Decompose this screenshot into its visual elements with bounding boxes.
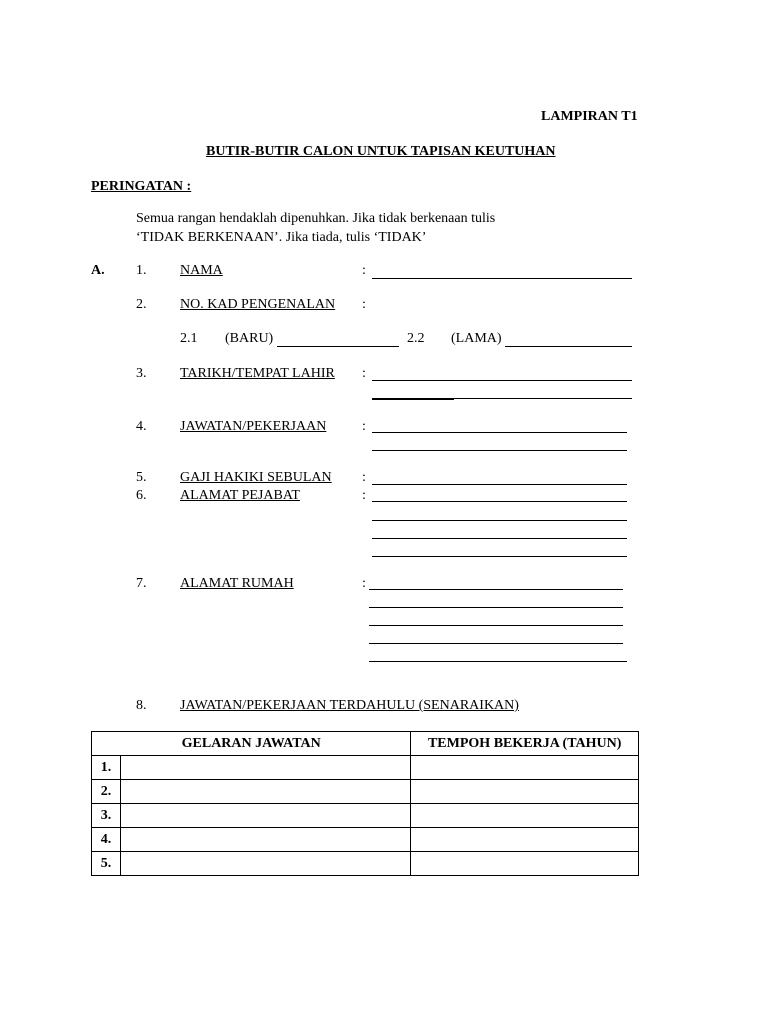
- item-1-label: NAMA: [180, 263, 223, 278]
- birth-field-line-2a[interactable]: [372, 398, 454, 400]
- item-6-label: ALAMAT PEJABAT: [180, 488, 300, 503]
- item-4-colon: :: [362, 419, 366, 434]
- duration-cell[interactable]: [411, 804, 639, 828]
- item-6-number: 6.: [136, 488, 147, 503]
- home-address-line-2[interactable]: [369, 607, 623, 608]
- ic-new-label: (BARU): [225, 331, 274, 346]
- ic-old-label: (LAMA): [451, 331, 502, 346]
- form-title: BUTIR-BUTIR CALON UNTUK TAPISAN KEUTUHAN: [206, 144, 556, 159]
- item-5-colon: :: [362, 470, 366, 485]
- item-1-colon: :: [362, 263, 366, 278]
- office-address-line-3[interactable]: [372, 538, 627, 539]
- item-4-label: JAWATAN/PEKERJAAN: [180, 419, 327, 434]
- item-2-label: NO. KAD PENGENALAN: [180, 297, 336, 312]
- salary-field[interactable]: [372, 484, 627, 485]
- item-6-colon: :: [362, 488, 366, 503]
- item-2-number: 2.: [136, 297, 147, 312]
- office-address-line-1[interactable]: [372, 501, 627, 502]
- row-number: 5.: [92, 852, 121, 876]
- item-8-number: 8.: [136, 698, 147, 713]
- row-number: 2.: [92, 780, 121, 804]
- table-row: [92, 828, 639, 852]
- ic-new-field[interactable]: [277, 346, 399, 347]
- item-4-number: 4.: [136, 419, 147, 434]
- warning-label: PERINGATAN :: [91, 179, 192, 194]
- job-title-cell[interactable]: [121, 804, 411, 828]
- column-header-title: GELARAN JAWATAN: [92, 732, 411, 756]
- item-5-label: GAJI HAKIKI SEBULAN: [180, 470, 332, 485]
- birth-field-line-1[interactable]: [372, 380, 632, 381]
- table-row: [92, 780, 639, 804]
- birth-field-line-2b[interactable]: [454, 398, 632, 399]
- job-title-cell[interactable]: [121, 852, 411, 876]
- duration-cell[interactable]: [411, 828, 639, 852]
- warning-line-2: ‘TIDAK BERKENAAN’. Jika tiada, tulis ‘TIDAK’: [136, 230, 427, 245]
- job-title-cell[interactable]: [121, 780, 411, 804]
- office-address-line-2[interactable]: [372, 520, 627, 521]
- occupation-field-line-1[interactable]: [372, 432, 627, 433]
- item-7-colon: :: [362, 576, 366, 591]
- table-header-row: [92, 732, 639, 756]
- item-7-label: ALAMAT RUMAH: [180, 576, 294, 591]
- item-2-colon: :: [362, 297, 366, 312]
- occupation-field-line-2[interactable]: [372, 450, 627, 451]
- item-5-number: 5.: [136, 470, 147, 485]
- section-label: A.: [91, 263, 105, 278]
- home-address-line-5[interactable]: [369, 661, 627, 662]
- office-address-line-4[interactable]: [372, 556, 627, 557]
- item-7-number: 7.: [136, 576, 147, 591]
- item-3-number: 3.: [136, 366, 147, 381]
- table-row: [92, 804, 639, 828]
- home-address-line-3[interactable]: [369, 625, 623, 626]
- column-header-duration: TEMPOH BEKERJA (TAHUN): [411, 732, 639, 756]
- item-3-colon: :: [362, 366, 366, 381]
- name-field[interactable]: [372, 278, 632, 279]
- table-row: [92, 756, 639, 780]
- duration-cell[interactable]: [411, 756, 639, 780]
- ic-new-number: 2.1: [180, 331, 198, 346]
- item-8-label: JAWATAN/PEKERJAAN TERDAHULU (SENARAIKAN): [180, 698, 519, 713]
- ic-old-field[interactable]: [505, 346, 632, 347]
- appendix-label: LAMPIRAN T1: [541, 109, 638, 124]
- home-address-line-1[interactable]: [369, 589, 623, 590]
- ic-old-number: 2.2: [407, 331, 425, 346]
- row-number: 1.: [92, 756, 121, 780]
- job-title-cell[interactable]: [121, 828, 411, 852]
- row-number: 3.: [92, 804, 121, 828]
- item-1-number: 1.: [136, 263, 147, 278]
- duration-cell[interactable]: [411, 780, 639, 804]
- home-address-line-4[interactable]: [369, 643, 623, 644]
- warning-line-1: Semua rangan hendaklah dipenuhkan. Jika tidak berkenaan tulis: [136, 211, 496, 226]
- previous-jobs-table: [91, 731, 639, 876]
- job-title-cell[interactable]: [121, 756, 411, 780]
- table-row: [92, 852, 639, 876]
- row-number: 4.: [92, 828, 121, 852]
- item-3-label: TARIKH/TEMPAT LAHIR: [180, 366, 335, 381]
- duration-cell[interactable]: [411, 852, 639, 876]
